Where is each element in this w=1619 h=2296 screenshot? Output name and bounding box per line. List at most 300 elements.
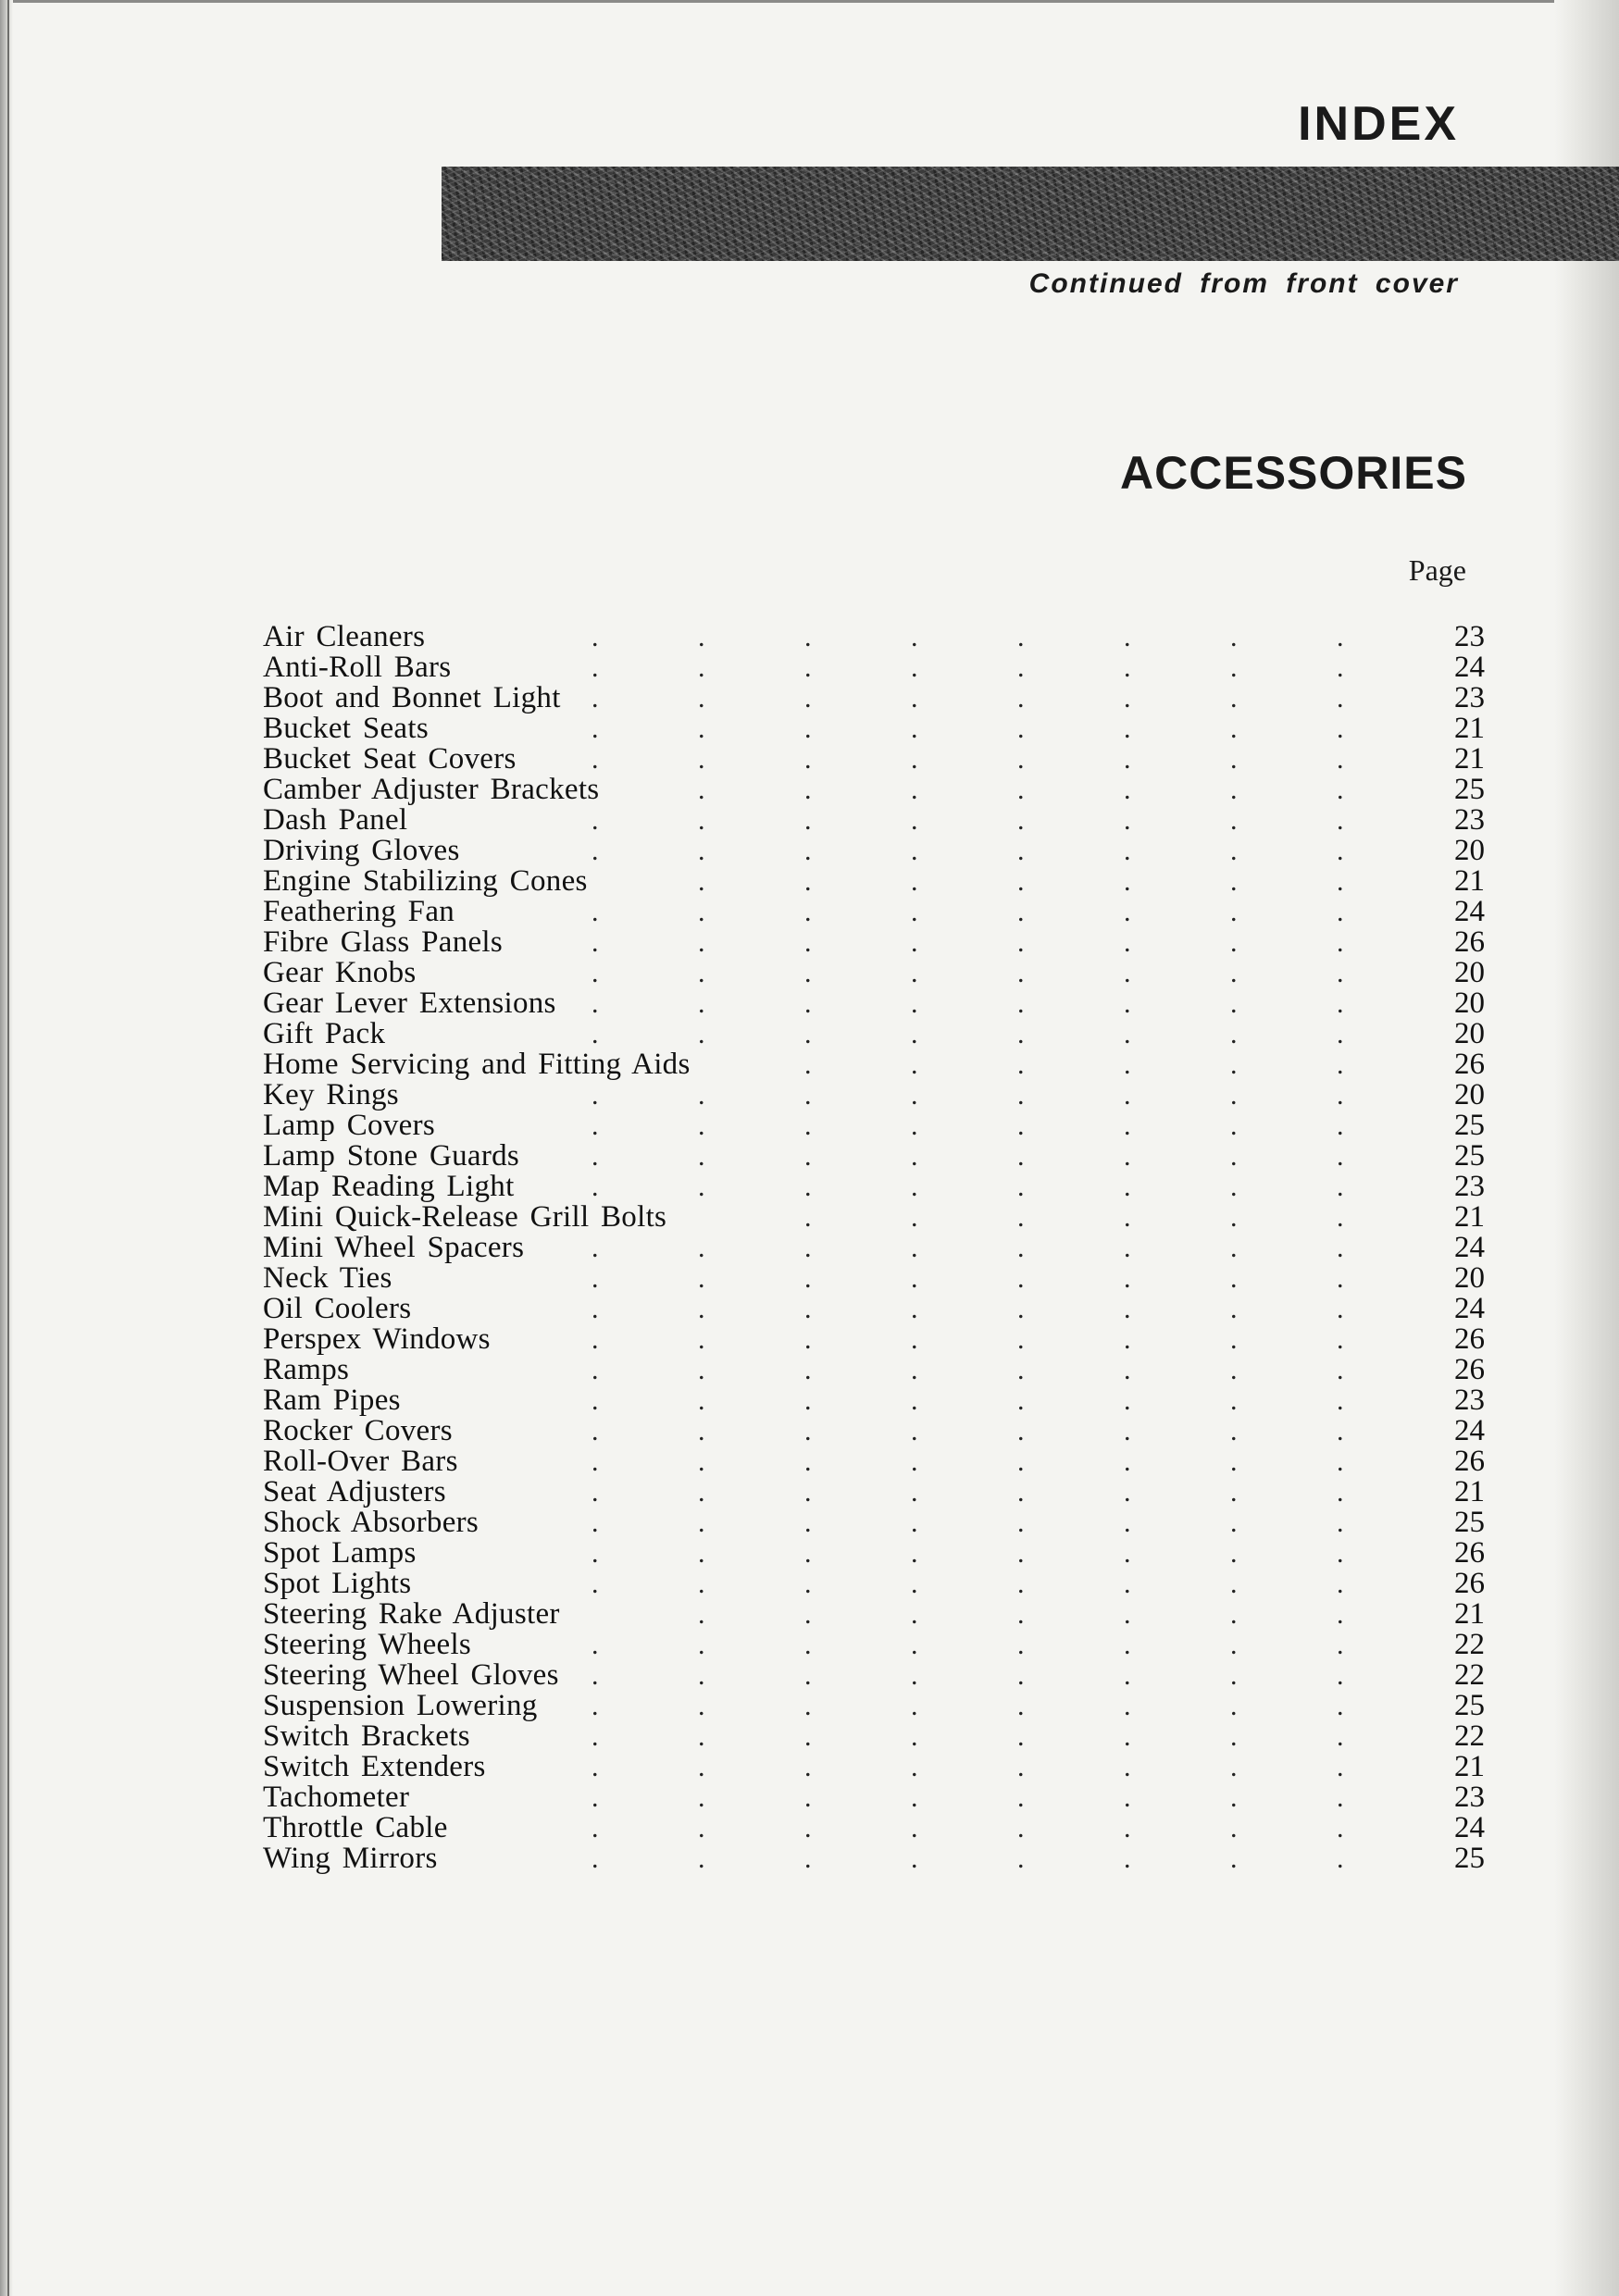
leader-dot: . xyxy=(804,652,812,683)
leader-dot: . xyxy=(698,1355,705,1385)
leader-dot: . xyxy=(592,1111,599,1141)
leader-dot: . xyxy=(592,836,599,866)
leader-dot: . xyxy=(698,988,705,1019)
leader-dot: . xyxy=(1124,775,1131,805)
entry-page-number: 25 xyxy=(1454,1109,1485,1142)
leader-dot: . xyxy=(1230,1385,1238,1416)
leader-dot: . xyxy=(1337,1538,1344,1569)
leader-dot: . xyxy=(1124,805,1131,836)
index-entry xyxy=(263,925,1485,959)
leader-dot: . xyxy=(698,1843,705,1874)
entry-name: Anti-Roll Bars xyxy=(263,651,452,684)
leader-dot: . xyxy=(592,927,599,958)
leader-dot: . xyxy=(1337,1660,1344,1691)
entry-page-number: 20 xyxy=(1454,834,1485,867)
index-title: INDEX xyxy=(1298,97,1459,151)
leader-dot: . xyxy=(911,1782,918,1813)
entry-name: Perspex Windows xyxy=(263,1322,491,1356)
leader-dot: . xyxy=(698,866,705,897)
leader-dot: . xyxy=(698,1233,705,1263)
leader-dot: . xyxy=(698,805,705,836)
leader-dot: . xyxy=(804,1324,812,1355)
entry-page-number: 23 xyxy=(1454,681,1485,714)
leader-dot: . xyxy=(1124,1416,1131,1446)
leader-dot: . xyxy=(1337,1477,1344,1508)
leader-dot: . xyxy=(1124,622,1131,652)
leader-dot: . xyxy=(1337,1141,1344,1172)
leader-dot: . xyxy=(804,775,812,805)
leader-dot: . xyxy=(1017,897,1025,927)
entry-name: Bucket Seat Covers xyxy=(263,742,517,776)
leader-dot: . xyxy=(698,683,705,714)
leader-dot: . xyxy=(1124,1508,1131,1538)
leader-dot: . xyxy=(1017,1141,1025,1172)
index-list xyxy=(263,620,1485,1875)
continued-note: Continued from front cover xyxy=(1028,268,1459,299)
leader-dot: . xyxy=(804,1446,812,1477)
leader-dot: . xyxy=(698,1630,705,1660)
leader-dot: . xyxy=(1017,1080,1025,1111)
leader-dot: . xyxy=(804,988,812,1019)
leader-dot: . xyxy=(1124,1233,1131,1263)
leader-dot: . xyxy=(1017,958,1025,988)
leader-dot: . xyxy=(1124,927,1131,958)
leader-dot: . xyxy=(698,1324,705,1355)
leader-dot: . xyxy=(1337,958,1344,988)
leader-dot: . xyxy=(1124,1599,1131,1630)
leader-dot: . xyxy=(911,775,918,805)
leader-dot: . xyxy=(1124,836,1131,866)
entry-page-number: 20 xyxy=(1454,987,1485,1020)
entry-name: Roll-Over Bars xyxy=(263,1445,458,1478)
leader-dot: . xyxy=(1230,927,1238,958)
leader-dot: . xyxy=(592,897,599,927)
leader-dot: . xyxy=(1124,1630,1131,1660)
leader-dot: . xyxy=(1017,1324,1025,1355)
leader-dot: . xyxy=(1230,1813,1238,1843)
leader-dot: . xyxy=(1230,683,1238,714)
leader-dot: . xyxy=(1017,1660,1025,1691)
page-right-edge xyxy=(1554,0,1619,2296)
entry-page-number: 21 xyxy=(1454,1200,1485,1234)
leader-dot: . xyxy=(1337,1263,1344,1294)
index-entry xyxy=(263,834,1485,867)
leader-dot: . xyxy=(1230,897,1238,927)
entry-page-number: 22 xyxy=(1454,1719,1485,1753)
entry-name: Driving Gloves xyxy=(263,834,460,867)
leader-dot: . xyxy=(1124,958,1131,988)
leader-dot: . xyxy=(804,958,812,988)
leader-dot: . xyxy=(1337,1172,1344,1202)
entry-page-number: 21 xyxy=(1454,712,1485,745)
leader-dot: . xyxy=(698,1538,705,1569)
leader-dot: . xyxy=(698,652,705,683)
leader-dot: . xyxy=(911,897,918,927)
leader-dot: . xyxy=(1337,1630,1344,1660)
index-entry xyxy=(263,1292,1485,1325)
leader-dot: . xyxy=(1124,1691,1131,1721)
leader-dot: . xyxy=(1230,1843,1238,1874)
leader-dot: . xyxy=(1124,1172,1131,1202)
leader-dot: . xyxy=(698,1752,705,1782)
leader-dot: . xyxy=(1337,714,1344,744)
leader-dot: . xyxy=(1017,836,1025,866)
leader-dot: . xyxy=(1337,1080,1344,1111)
leader-dot: . xyxy=(592,1233,599,1263)
leader-dot: . xyxy=(1124,1446,1131,1477)
entry-page-number: 23 xyxy=(1454,1384,1485,1417)
index-entry xyxy=(263,1109,1485,1142)
leader-dot: . xyxy=(804,897,812,927)
index-entry xyxy=(263,1017,1485,1050)
leader-dot: . xyxy=(1017,988,1025,1019)
leader-dot: . xyxy=(1337,1355,1344,1385)
leader-dot: . xyxy=(1017,622,1025,652)
entry-name: Shock Absorbers xyxy=(263,1506,479,1539)
entry-page-number: 21 xyxy=(1454,1750,1485,1783)
leader-dot: . xyxy=(698,1141,705,1172)
leader-dot: . xyxy=(1124,1752,1131,1782)
leader-dot: . xyxy=(1337,1385,1344,1416)
leader-dot: . xyxy=(804,1843,812,1874)
entry-page-number: 20 xyxy=(1454,1078,1485,1111)
leader-dot: . xyxy=(1337,1752,1344,1782)
index-entry xyxy=(263,1842,1485,1875)
leader-dot: . xyxy=(911,1721,918,1752)
leader-dot: . xyxy=(1337,622,1344,652)
entry-page-number: 20 xyxy=(1454,956,1485,989)
leader-dot: . xyxy=(698,836,705,866)
entry-page-number: 24 xyxy=(1454,1231,1485,1264)
leader-dot: . xyxy=(911,1172,918,1202)
leader-dot: . xyxy=(1230,1508,1238,1538)
entry-name: Map Reading Light xyxy=(263,1170,515,1203)
leader-dot: . xyxy=(1124,1019,1131,1049)
leader-dot: . xyxy=(1337,1813,1344,1843)
binding-edge xyxy=(0,0,13,2296)
leader-dot: . xyxy=(1124,1324,1131,1355)
leader-dot: . xyxy=(592,1813,599,1843)
leader-dot: . xyxy=(1230,622,1238,652)
index-entry xyxy=(263,1567,1485,1600)
index-entry xyxy=(263,1811,1485,1844)
index-entry xyxy=(263,1781,1485,1814)
entry-page-number: 20 xyxy=(1454,1261,1485,1295)
leader-dot: . xyxy=(804,1691,812,1721)
leader-dot: . xyxy=(911,1416,918,1446)
leader-dot: . xyxy=(592,652,599,683)
leader-dot: . xyxy=(1230,744,1238,775)
index-entry xyxy=(263,681,1485,714)
leader-dot: . xyxy=(1337,1233,1344,1263)
leader-dot: . xyxy=(804,927,812,958)
leader-dot: . xyxy=(592,1630,599,1660)
entry-name: Home Servicing and Fitting Aids xyxy=(263,1048,691,1081)
leader-dot: . xyxy=(1337,866,1344,897)
leader-dot: . xyxy=(592,1263,599,1294)
index-entry xyxy=(263,1322,1485,1356)
leader-dot: . xyxy=(804,744,812,775)
leader-dot: . xyxy=(698,1477,705,1508)
leader-dot: . xyxy=(1230,1721,1238,1752)
entry-name: Switch Extenders xyxy=(263,1750,486,1783)
leader-dot: . xyxy=(592,683,599,714)
leader-dot: . xyxy=(804,1202,812,1233)
leader-dot: . xyxy=(804,1813,812,1843)
entry-name: Ram Pipes xyxy=(263,1384,401,1417)
leader-dot: . xyxy=(698,1721,705,1752)
leader-dot: . xyxy=(804,1599,812,1630)
leader-dot: . xyxy=(911,1111,918,1141)
leader-dot: . xyxy=(592,744,599,775)
index-entry xyxy=(263,712,1485,745)
entry-name: Fibre Glass Panels xyxy=(263,925,504,959)
leader-dot: . xyxy=(1017,1721,1025,1752)
entry-page-number: 26 xyxy=(1454,1353,1485,1386)
leader-dot: . xyxy=(911,1630,918,1660)
leader-dot: . xyxy=(1124,866,1131,897)
leader-dot: . xyxy=(1230,1111,1238,1141)
entry-name: Mini Wheel Spacers xyxy=(263,1231,525,1264)
leader-dot: . xyxy=(592,1508,599,1538)
entry-name: Mini Quick-Release Grill Bolts xyxy=(263,1200,667,1234)
leader-dot: . xyxy=(698,744,705,775)
leader-dot: . xyxy=(1017,714,1025,744)
leader-dot: . xyxy=(804,1630,812,1660)
leader-dot: . xyxy=(1337,744,1344,775)
leader-dot: . xyxy=(698,1508,705,1538)
index-entry xyxy=(263,1750,1485,1783)
leader-dot: . xyxy=(1124,1569,1131,1599)
index-entry xyxy=(263,1475,1485,1508)
leader-dot: . xyxy=(911,1385,918,1416)
index-entry xyxy=(263,803,1485,837)
leader-dot: . xyxy=(804,1416,812,1446)
leader-dot: . xyxy=(911,1202,918,1233)
leader-dot: . xyxy=(1230,1324,1238,1355)
leader-dot: . xyxy=(1017,1843,1025,1874)
leader-dot: . xyxy=(592,1691,599,1721)
leader-dot: . xyxy=(592,1843,599,1874)
leader-dot: . xyxy=(698,1263,705,1294)
leader-dot: . xyxy=(1124,1202,1131,1233)
entry-page-number: 22 xyxy=(1454,1628,1485,1661)
leader-dot: . xyxy=(911,1080,918,1111)
leader-dot: . xyxy=(1337,1294,1344,1324)
entry-name: Switch Brackets xyxy=(263,1719,470,1753)
entry-page-number: 21 xyxy=(1454,864,1485,898)
leader-dot: . xyxy=(698,1019,705,1049)
leader-dot: . xyxy=(1337,1599,1344,1630)
leader-dot: . xyxy=(1337,805,1344,836)
leader-dot: . xyxy=(1337,1569,1344,1599)
entry-name: Lamp Covers xyxy=(263,1109,436,1142)
leader-dot: . xyxy=(804,1294,812,1324)
entry-page-number: 21 xyxy=(1454,1475,1485,1508)
leader-dot: . xyxy=(804,805,812,836)
entry-page-number: 26 xyxy=(1454,1536,1485,1570)
leader-dot: . xyxy=(1337,1782,1344,1813)
entry-name: Lamp Stone Guards xyxy=(263,1139,520,1173)
leader-dot: . xyxy=(804,836,812,866)
leader-dot: . xyxy=(1230,866,1238,897)
leader-dot: . xyxy=(1230,1691,1238,1721)
leader-dot: . xyxy=(911,1660,918,1691)
entry-name: Gear Knobs xyxy=(263,956,417,989)
index-entry xyxy=(263,1048,1485,1081)
entry-name: Bucket Seats xyxy=(263,712,429,745)
leader-dot: . xyxy=(1017,1569,1025,1599)
leader-dot: . xyxy=(698,1385,705,1416)
leader-dot: . xyxy=(592,1355,599,1385)
leader-dot: . xyxy=(911,1049,918,1080)
index-entry xyxy=(263,1231,1485,1264)
decorative-texture-band xyxy=(442,167,1619,261)
leader-dot: . xyxy=(1337,1416,1344,1446)
leader-dot: . xyxy=(911,836,918,866)
index-entry xyxy=(263,1445,1485,1478)
leader-dot: . xyxy=(1124,1355,1131,1385)
entry-page-number: 25 xyxy=(1454,1139,1485,1173)
leader-dot: . xyxy=(1337,1111,1344,1141)
index-entry xyxy=(263,1353,1485,1386)
leader-dot: . xyxy=(1337,927,1344,958)
index-entry xyxy=(263,1261,1485,1295)
entry-name: Oil Coolers xyxy=(263,1292,412,1325)
leader-dot: . xyxy=(804,1263,812,1294)
leader-dot: . xyxy=(1230,714,1238,744)
leader-dot: . xyxy=(592,1660,599,1691)
leader-dot: . xyxy=(911,744,918,775)
leader-dot: . xyxy=(1017,1355,1025,1385)
leader-dot: . xyxy=(911,1294,918,1324)
leader-dot: . xyxy=(698,958,705,988)
entry-name: Suspension Lowering xyxy=(263,1689,538,1722)
leader-dot: . xyxy=(1337,775,1344,805)
leader-dot: . xyxy=(911,1141,918,1172)
leader-dot: . xyxy=(911,1569,918,1599)
entry-name: Engine Stabilizing Cones xyxy=(263,864,588,898)
entry-name: Throttle Cable xyxy=(263,1811,448,1844)
leader-dot: . xyxy=(1337,683,1344,714)
leader-dot: . xyxy=(804,1477,812,1508)
entry-name: Boot and Bonnet Light xyxy=(263,681,561,714)
leader-dot: . xyxy=(592,1721,599,1752)
index-entry xyxy=(263,1597,1485,1631)
entry-name: Spot Lamps xyxy=(263,1536,417,1570)
leader-dot: . xyxy=(911,714,918,744)
leader-dot: . xyxy=(698,1111,705,1141)
index-entry xyxy=(263,1506,1485,1539)
leader-dot: . xyxy=(804,1752,812,1782)
leader-dot: . xyxy=(1124,1141,1131,1172)
entry-page-number: 21 xyxy=(1454,742,1485,776)
leader-dot: . xyxy=(1124,683,1131,714)
leader-dot: . xyxy=(1124,1080,1131,1111)
leader-dot: . xyxy=(698,927,705,958)
leader-dot: . xyxy=(911,1843,918,1874)
leader-dot: . xyxy=(592,1324,599,1355)
leader-dot: . xyxy=(911,1233,918,1263)
leader-dot: . xyxy=(911,1355,918,1385)
leader-dot: . xyxy=(1017,1630,1025,1660)
entry-page-number: 20 xyxy=(1454,1017,1485,1050)
leader-dot: . xyxy=(1230,836,1238,866)
leader-dot: . xyxy=(804,1721,812,1752)
entry-page-number: 24 xyxy=(1454,1811,1485,1844)
entry-name: Steering Wheel Gloves xyxy=(263,1658,559,1692)
entry-name: Wing Mirrors xyxy=(263,1842,438,1875)
entry-page-number: 24 xyxy=(1454,1292,1485,1325)
entry-name: Tachometer xyxy=(263,1781,410,1814)
entry-page-number: 26 xyxy=(1454,1445,1485,1478)
leader-dot: . xyxy=(1230,1233,1238,1263)
leader-dot: . xyxy=(1124,1385,1131,1416)
entry-name: Neck Ties xyxy=(263,1261,392,1295)
entry-page-number: 23 xyxy=(1454,1781,1485,1814)
leader-dot: . xyxy=(1337,1446,1344,1477)
entry-page-number: 23 xyxy=(1454,803,1485,837)
leader-dot: . xyxy=(1017,1416,1025,1446)
section-title: ACCESSORIES xyxy=(1120,447,1467,499)
leader-dot: . xyxy=(1017,1752,1025,1782)
leader-dot: . xyxy=(1017,927,1025,958)
leader-dot: . xyxy=(1124,1660,1131,1691)
leader-dot: . xyxy=(1017,1813,1025,1843)
leader-dot: . xyxy=(1230,652,1238,683)
leader-dot: . xyxy=(911,652,918,683)
leader-dot: . xyxy=(1017,1446,1025,1477)
leader-dot: . xyxy=(1124,1538,1131,1569)
index-entry xyxy=(263,1689,1485,1722)
entry-page-number: 24 xyxy=(1454,1414,1485,1447)
leader-dot: . xyxy=(804,1019,812,1049)
leader-dot: . xyxy=(1017,1599,1025,1630)
index-entry xyxy=(263,1078,1485,1111)
leader-dot: . xyxy=(911,1019,918,1049)
leader-dot: . xyxy=(1017,1477,1025,1508)
leader-dot: . xyxy=(911,866,918,897)
leader-dot: . xyxy=(698,1416,705,1446)
leader-dot: . xyxy=(1230,1416,1238,1446)
index-entry xyxy=(263,1628,1485,1661)
index-entry xyxy=(263,864,1485,898)
index-entry xyxy=(263,895,1485,928)
leader-dot: . xyxy=(592,1416,599,1446)
leader-dot: . xyxy=(804,1172,812,1202)
leader-dot: . xyxy=(698,1569,705,1599)
entry-page-number: 26 xyxy=(1454,1567,1485,1600)
index-entry xyxy=(263,742,1485,776)
entry-page-number: 24 xyxy=(1454,651,1485,684)
entry-page-number: 24 xyxy=(1454,895,1485,928)
leader-dot: . xyxy=(592,1172,599,1202)
leader-dot: . xyxy=(1017,1172,1025,1202)
entry-page-number: 22 xyxy=(1454,1658,1485,1692)
index-entry xyxy=(263,1719,1485,1753)
entry-name: Steering Rake Adjuster xyxy=(263,1597,560,1631)
leader-dot: . xyxy=(592,1141,599,1172)
leader-dot: . xyxy=(592,1080,599,1111)
leader-dot: . xyxy=(1230,775,1238,805)
leader-dot: . xyxy=(1124,1477,1131,1508)
leader-dot: . xyxy=(1230,1446,1238,1477)
leader-dot: . xyxy=(1230,1019,1238,1049)
leader-dot: . xyxy=(804,1111,812,1141)
leader-dot: . xyxy=(592,988,599,1019)
leader-dot: . xyxy=(911,805,918,836)
leader-dot: . xyxy=(592,1019,599,1049)
